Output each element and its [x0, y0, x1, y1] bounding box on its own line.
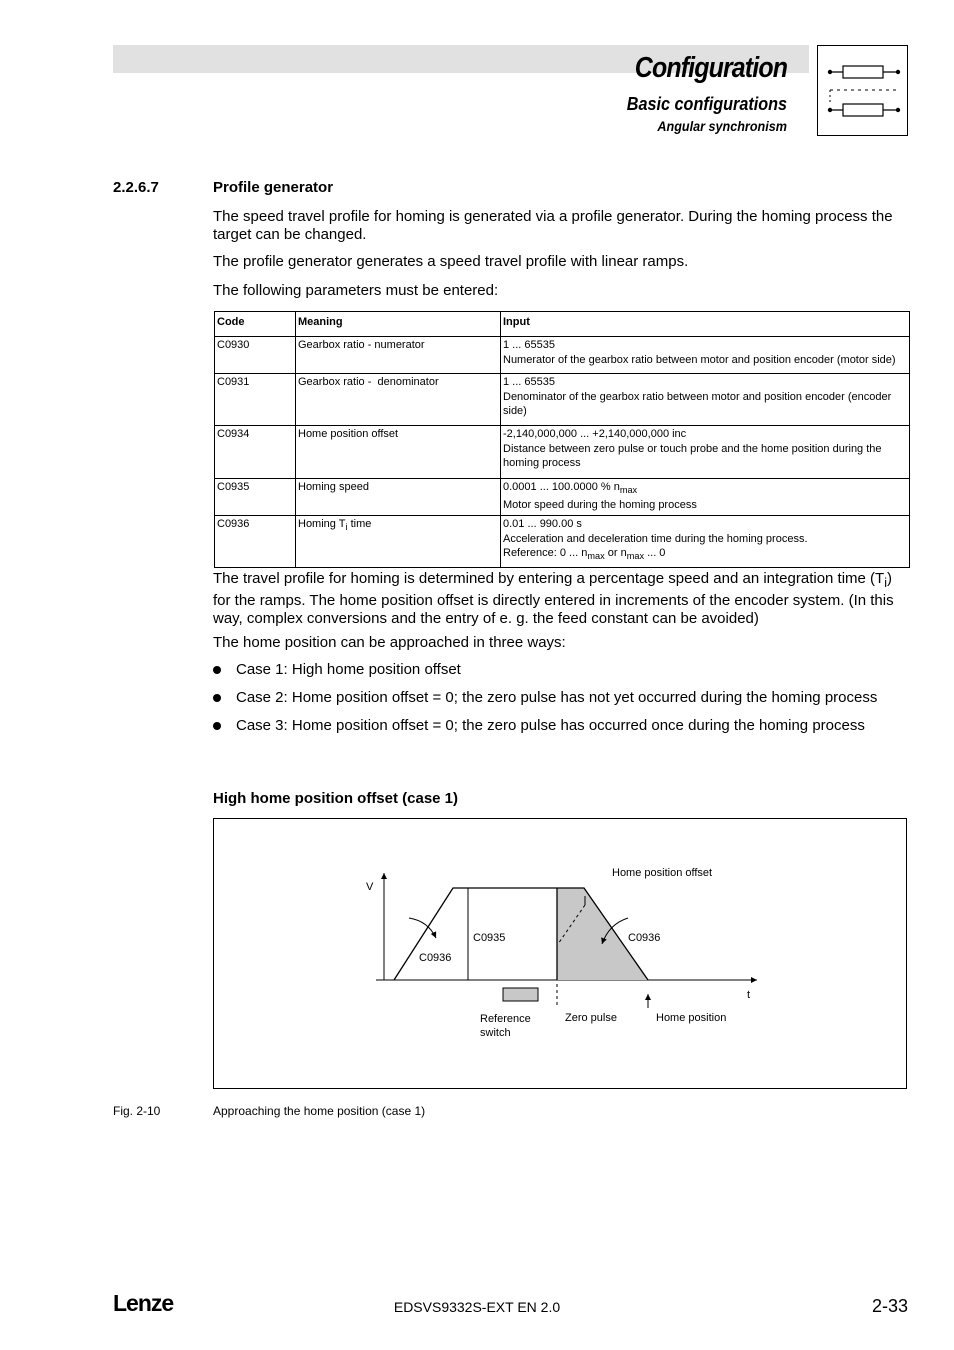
cell-input: [501, 516, 910, 568]
bullet-icon: [213, 694, 221, 702]
section-title: Profile generator: [213, 179, 334, 196]
cell-code: C0934: [215, 426, 296, 479]
figure-caption-text: Approaching the home position (case 1): [213, 1104, 426, 1118]
homing-profile-diagram: [213, 818, 907, 1089]
case-list: [213, 661, 913, 745]
input-description: Denominator of the gearbox ratio between motor and position encoder (encoder side): [503, 390, 892, 417]
cell-input: [501, 479, 910, 516]
table-row: [215, 337, 910, 374]
cell-meaning: Home position offset: [296, 426, 501, 479]
document-id: EDSVS9332S-EXT EN 2.0: [393, 1299, 561, 1315]
reference-switch: [503, 988, 538, 1001]
bullet-icon: [213, 666, 221, 674]
paragraph-travel-profile: The travel profile for homing is determined by entering a percentage speed and an integration time $(T_i)$ for the ramps. The home position offset is directly entered in increments of the encoder system. (In this way, complex conversions and the entry of e. g. the feed constant can be avoided): [213, 570, 894, 627]
table-row: [215, 374, 910, 426]
input-range: 0.01 ... 990.00 s: [503, 518, 582, 531]
paragraph-intro: The speed travel profile for homing is generated via a profile generator. During the homing process the target can be changed.: [213, 208, 893, 243]
cell-code: C0930: [215, 337, 296, 374]
cell-code: C0931: [215, 374, 296, 426]
input-reference: Reference: 0 ... $n_{max}$ or $n_{max}$ ... 0: [503, 547, 666, 562]
label-ref-switch-1: Reference: [480, 1013, 531, 1025]
table-header-row: [215, 312, 910, 337]
col-header-meaning: Meaning: [296, 312, 501, 337]
parameter-table: [214, 311, 910, 568]
cell-meaning: Homing $T_i$ time: [296, 516, 501, 568]
v-axis-label: V: [366, 881, 374, 893]
lenze-logo: Lenze: [113, 1290, 174, 1316]
col-header-input: Input: [501, 312, 910, 337]
label-ramp-up: C0936: [419, 952, 452, 964]
page-number: 2-33: [871, 1296, 908, 1316]
input-description: Numerator of the gearbox ratio between motor and position encoder (motor side): [503, 353, 896, 366]
paragraph-params: The following parameters must be entered:: [213, 282, 499, 299]
input-range: -2,140,000,000 ... +2,140,000,000 inc: [503, 428, 687, 440]
chapter-subtitle: Basic configurations: [626, 94, 787, 114]
list-item: Case 1: High home position offset: [213, 661, 913, 679]
cell-input: [501, 337, 910, 374]
cell-input: [501, 426, 910, 479]
figure-caption-number: Fig. 2-10: [113, 1104, 161, 1118]
input-range: 1 ... 65535: [503, 376, 555, 388]
label-offset: Home position offset: [612, 867, 713, 879]
paragraph-approach: The home position can be approached in three ways:: [213, 634, 566, 651]
table-row: [215, 479, 910, 516]
table-row: [215, 516, 910, 568]
bullet-icon: [213, 722, 221, 730]
cell-input: [501, 374, 910, 426]
cell-meaning: Gearbox ratio - numerator: [296, 337, 501, 374]
chapter-subsubtitle: Angular synchronism: [657, 118, 787, 134]
col-header-code: Code: [215, 312, 296, 337]
t-axis-label: t: [747, 989, 751, 1001]
configuration-icon: [817, 45, 908, 136]
label-zero-pulse: Zero pulse: [565, 1012, 617, 1024]
input-description: Distance between zero pulse or touch probe and the home position during the homing process: [503, 442, 882, 469]
label-ramp-down: C0936: [628, 932, 661, 944]
cell-code: C0936: [215, 516, 296, 568]
list-item: Case 3: Home position offset = 0; the zero pulse has occurred once during the homing process: [213, 717, 913, 735]
input-range: 1 ... 65535: [503, 339, 555, 351]
cell-meaning: Gearbox ratio - denominator: [296, 374, 501, 426]
section-number: 2.2.6.7: [113, 179, 159, 196]
label-ref-switch-2: switch: [480, 1027, 511, 1039]
input-range: 0.0001 ... 100.0000 % $n_{max}$: [503, 481, 638, 496]
label-speed: C0935: [473, 932, 506, 944]
input-description: Acceleration and deceleration time during the homing process.: [503, 532, 808, 545]
cell-code: C0935: [215, 479, 296, 516]
paragraph-ramps: The profile generator generates a speed travel profile with linear ramps.: [213, 253, 689, 270]
table-row: [215, 426, 910, 479]
list-item: Case 2: Home position offset = 0; the zero pulse has not yet occurred during the homing process: [213, 689, 913, 707]
chapter-title: Configuration: [634, 52, 787, 84]
input-description: Motor speed during the homing process: [503, 498, 697, 511]
cell-meaning: Homing speed: [296, 479, 501, 516]
figure-heading: High home position offset (case 1): [213, 790, 459, 807]
label-home-position: Home position: [656, 1012, 727, 1024]
